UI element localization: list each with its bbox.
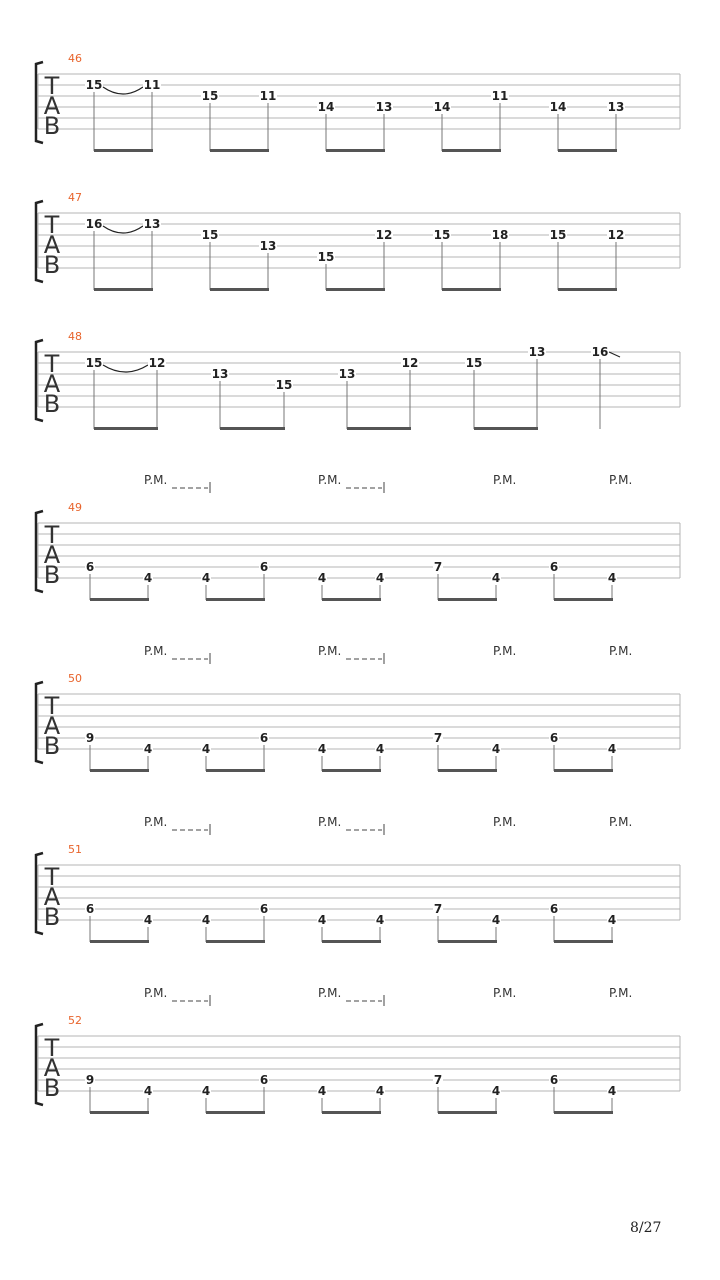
tab-clef-letter: T xyxy=(44,521,60,549)
palm-mute-label: P.M. xyxy=(493,986,517,1000)
fret-number: 6 xyxy=(259,1073,269,1087)
palm-mute-label: P.M. xyxy=(144,473,168,487)
tab-system-49 xyxy=(36,473,680,601)
tab-clef-letter: B xyxy=(43,1074,61,1102)
fret-number: 14 xyxy=(317,100,335,114)
slur xyxy=(103,226,143,233)
beam xyxy=(322,769,381,772)
tab-system-46 xyxy=(36,52,680,152)
fret-number: 12 xyxy=(148,356,166,370)
measure-number: 49 xyxy=(68,501,82,514)
fret-number: 4 xyxy=(607,571,617,585)
beam xyxy=(210,288,269,291)
palm-mute-label: P.M. xyxy=(144,815,168,829)
fret-number: 7 xyxy=(433,902,443,916)
palm-mute-label: P.M. xyxy=(318,815,342,829)
tab-clef-letter: T xyxy=(44,72,60,100)
tab-clef-letter: T xyxy=(44,1034,60,1062)
fret-number: 6 xyxy=(259,902,269,916)
fret-number: 11 xyxy=(259,89,277,103)
beam xyxy=(438,598,497,601)
tab-clef-letter: B xyxy=(43,112,61,140)
tab-system-50 xyxy=(36,644,680,772)
palm-mute-label: P.M. xyxy=(318,473,342,487)
fret-number: 4 xyxy=(607,1084,617,1098)
tab-system-47 xyxy=(36,191,680,291)
tab-clef-letter: A xyxy=(43,883,61,911)
beam xyxy=(206,940,265,943)
palm-mute-label: P.M. xyxy=(144,644,168,658)
fret-number: 4 xyxy=(317,742,327,756)
palm-mute-label: P.M. xyxy=(609,644,633,658)
palm-mute-label: P.M. xyxy=(318,644,342,658)
slur xyxy=(103,365,148,372)
beam xyxy=(206,1111,265,1114)
beam xyxy=(326,288,385,291)
fret-number: 14 xyxy=(549,100,567,114)
fret-number: 4 xyxy=(375,742,385,756)
fret-number: 13 xyxy=(259,239,277,253)
fret-number: 6 xyxy=(549,731,559,745)
beam xyxy=(442,288,501,291)
fret-number: 7 xyxy=(433,560,443,574)
page-number: 8/27 xyxy=(630,1220,662,1236)
fret-number: 4 xyxy=(375,571,385,585)
fret-number: 13 xyxy=(211,367,229,381)
fret-number: 4 xyxy=(491,571,501,585)
fret-number: 6 xyxy=(85,902,95,916)
beam xyxy=(438,940,497,943)
fret-number: 4 xyxy=(143,913,153,927)
fret-number: 4 xyxy=(491,742,501,756)
fret-number: 4 xyxy=(317,913,327,927)
beam xyxy=(442,149,501,152)
beam xyxy=(438,769,497,772)
fret-number: 4 xyxy=(317,1084,327,1098)
fret-number: 4 xyxy=(375,913,385,927)
fret-number: 6 xyxy=(549,902,559,916)
fret-number: 14 xyxy=(433,100,451,114)
fret-number: 6 xyxy=(85,560,95,574)
fret-number: 15 xyxy=(275,378,293,392)
beam xyxy=(94,288,153,291)
tab-system-48 xyxy=(36,330,680,430)
tab-clef-letter: A xyxy=(43,1054,61,1082)
palm-mute-label: P.M. xyxy=(318,986,342,1000)
fret-number: 15 xyxy=(433,228,451,242)
beam xyxy=(210,149,269,152)
beam xyxy=(474,427,538,430)
fret-number: 13 xyxy=(528,345,546,359)
beam xyxy=(90,1111,149,1114)
palm-mute-label: P.M. xyxy=(144,986,168,1000)
palm-mute-label: P.M. xyxy=(493,815,517,829)
fret-number: 12 xyxy=(607,228,625,242)
fret-number: 4 xyxy=(201,742,211,756)
beam xyxy=(554,1111,613,1114)
fret-number: 18 xyxy=(491,228,509,242)
tab-clef-letter: B xyxy=(43,561,61,589)
fret-number: 12 xyxy=(375,228,393,242)
beam xyxy=(94,427,158,430)
beam xyxy=(322,940,381,943)
tab-clef-letter: B xyxy=(43,390,61,418)
beam xyxy=(206,769,265,772)
beam xyxy=(554,769,613,772)
measure-number: 47 xyxy=(68,191,82,204)
tab-clef-letter: A xyxy=(43,541,61,569)
beam xyxy=(554,598,613,601)
fret-number: 4 xyxy=(491,913,501,927)
tab-system-52 xyxy=(36,986,680,1114)
fret-number: 4 xyxy=(201,571,211,585)
fret-number: 7 xyxy=(433,731,443,745)
fret-number: 4 xyxy=(607,913,617,927)
palm-mute-label: P.M. xyxy=(493,644,517,658)
fret-number: 15 xyxy=(465,356,483,370)
fret-number: 15 xyxy=(85,78,103,92)
fret-number: 4 xyxy=(317,571,327,585)
fret-number: 4 xyxy=(375,1084,385,1098)
beam xyxy=(90,769,149,772)
beam xyxy=(558,288,617,291)
beam xyxy=(220,427,285,430)
palm-mute-label: P.M. xyxy=(609,986,633,1000)
tab-clef-letter: B xyxy=(43,251,61,279)
fret-number: 15 xyxy=(85,356,103,370)
fret-number: 6 xyxy=(549,1073,559,1087)
palm-mute-label: P.M. xyxy=(493,473,517,487)
tab-clef-letter: A xyxy=(43,92,61,120)
measure-number: 51 xyxy=(68,843,82,856)
measure-number: 48 xyxy=(68,330,82,343)
beam xyxy=(322,1111,381,1114)
tab-clef-letter: B xyxy=(43,732,61,760)
tab-clef-letter: A xyxy=(43,370,61,398)
fret-number: 15 xyxy=(549,228,567,242)
beam xyxy=(90,940,149,943)
fret-number: 6 xyxy=(549,560,559,574)
fret-number: 13 xyxy=(375,100,393,114)
measure-number: 46 xyxy=(68,52,82,65)
fret-number: 7 xyxy=(433,1073,443,1087)
fret-number: 13 xyxy=(338,367,356,381)
fret-number: 12 xyxy=(401,356,419,370)
tab-system-51 xyxy=(36,815,680,943)
fret-number: 15 xyxy=(201,89,219,103)
fret-number: 4 xyxy=(491,1084,501,1098)
palm-mute-label: P.M. xyxy=(609,815,633,829)
beam xyxy=(206,598,265,601)
tab-clef-letter: A xyxy=(43,231,61,259)
beam xyxy=(90,598,149,601)
tab-clef-letter: A xyxy=(43,712,61,740)
tab-clef-letter: T xyxy=(44,863,60,891)
beam xyxy=(347,427,411,430)
fret-number: 4 xyxy=(143,742,153,756)
fret-number: 6 xyxy=(259,731,269,745)
fret-number: 16 xyxy=(85,217,103,231)
fret-number: 11 xyxy=(491,89,509,103)
fret-number: 11 xyxy=(143,78,161,92)
beam xyxy=(554,940,613,943)
fret-number: 4 xyxy=(607,742,617,756)
beam xyxy=(438,1111,497,1114)
tab-clef-letter: T xyxy=(44,211,60,239)
tab-clef-letter: T xyxy=(44,692,60,720)
fret-number: 4 xyxy=(143,571,153,585)
fret-number: 9 xyxy=(85,731,95,745)
beam xyxy=(94,149,153,152)
slide-out xyxy=(609,352,620,357)
palm-mute-label: P.M. xyxy=(609,473,633,487)
measure-number: 52 xyxy=(68,1014,82,1027)
measure-number: 50 xyxy=(68,672,82,685)
beam xyxy=(322,598,381,601)
fret-number: 16 xyxy=(591,345,609,359)
fret-number: 4 xyxy=(201,1084,211,1098)
tab-clef-letter: B xyxy=(43,903,61,931)
fret-number: 15 xyxy=(201,228,219,242)
beam xyxy=(558,149,617,152)
tab-clef-letter: T xyxy=(44,350,60,378)
beam xyxy=(326,149,385,152)
slur xyxy=(103,87,143,94)
fret-number: 13 xyxy=(143,217,161,231)
fret-number: 13 xyxy=(607,100,625,114)
fret-number: 4 xyxy=(201,913,211,927)
fret-number: 6 xyxy=(259,560,269,574)
fret-number: 9 xyxy=(85,1073,95,1087)
fret-number: 15 xyxy=(317,250,335,264)
fret-number: 4 xyxy=(143,1084,153,1098)
